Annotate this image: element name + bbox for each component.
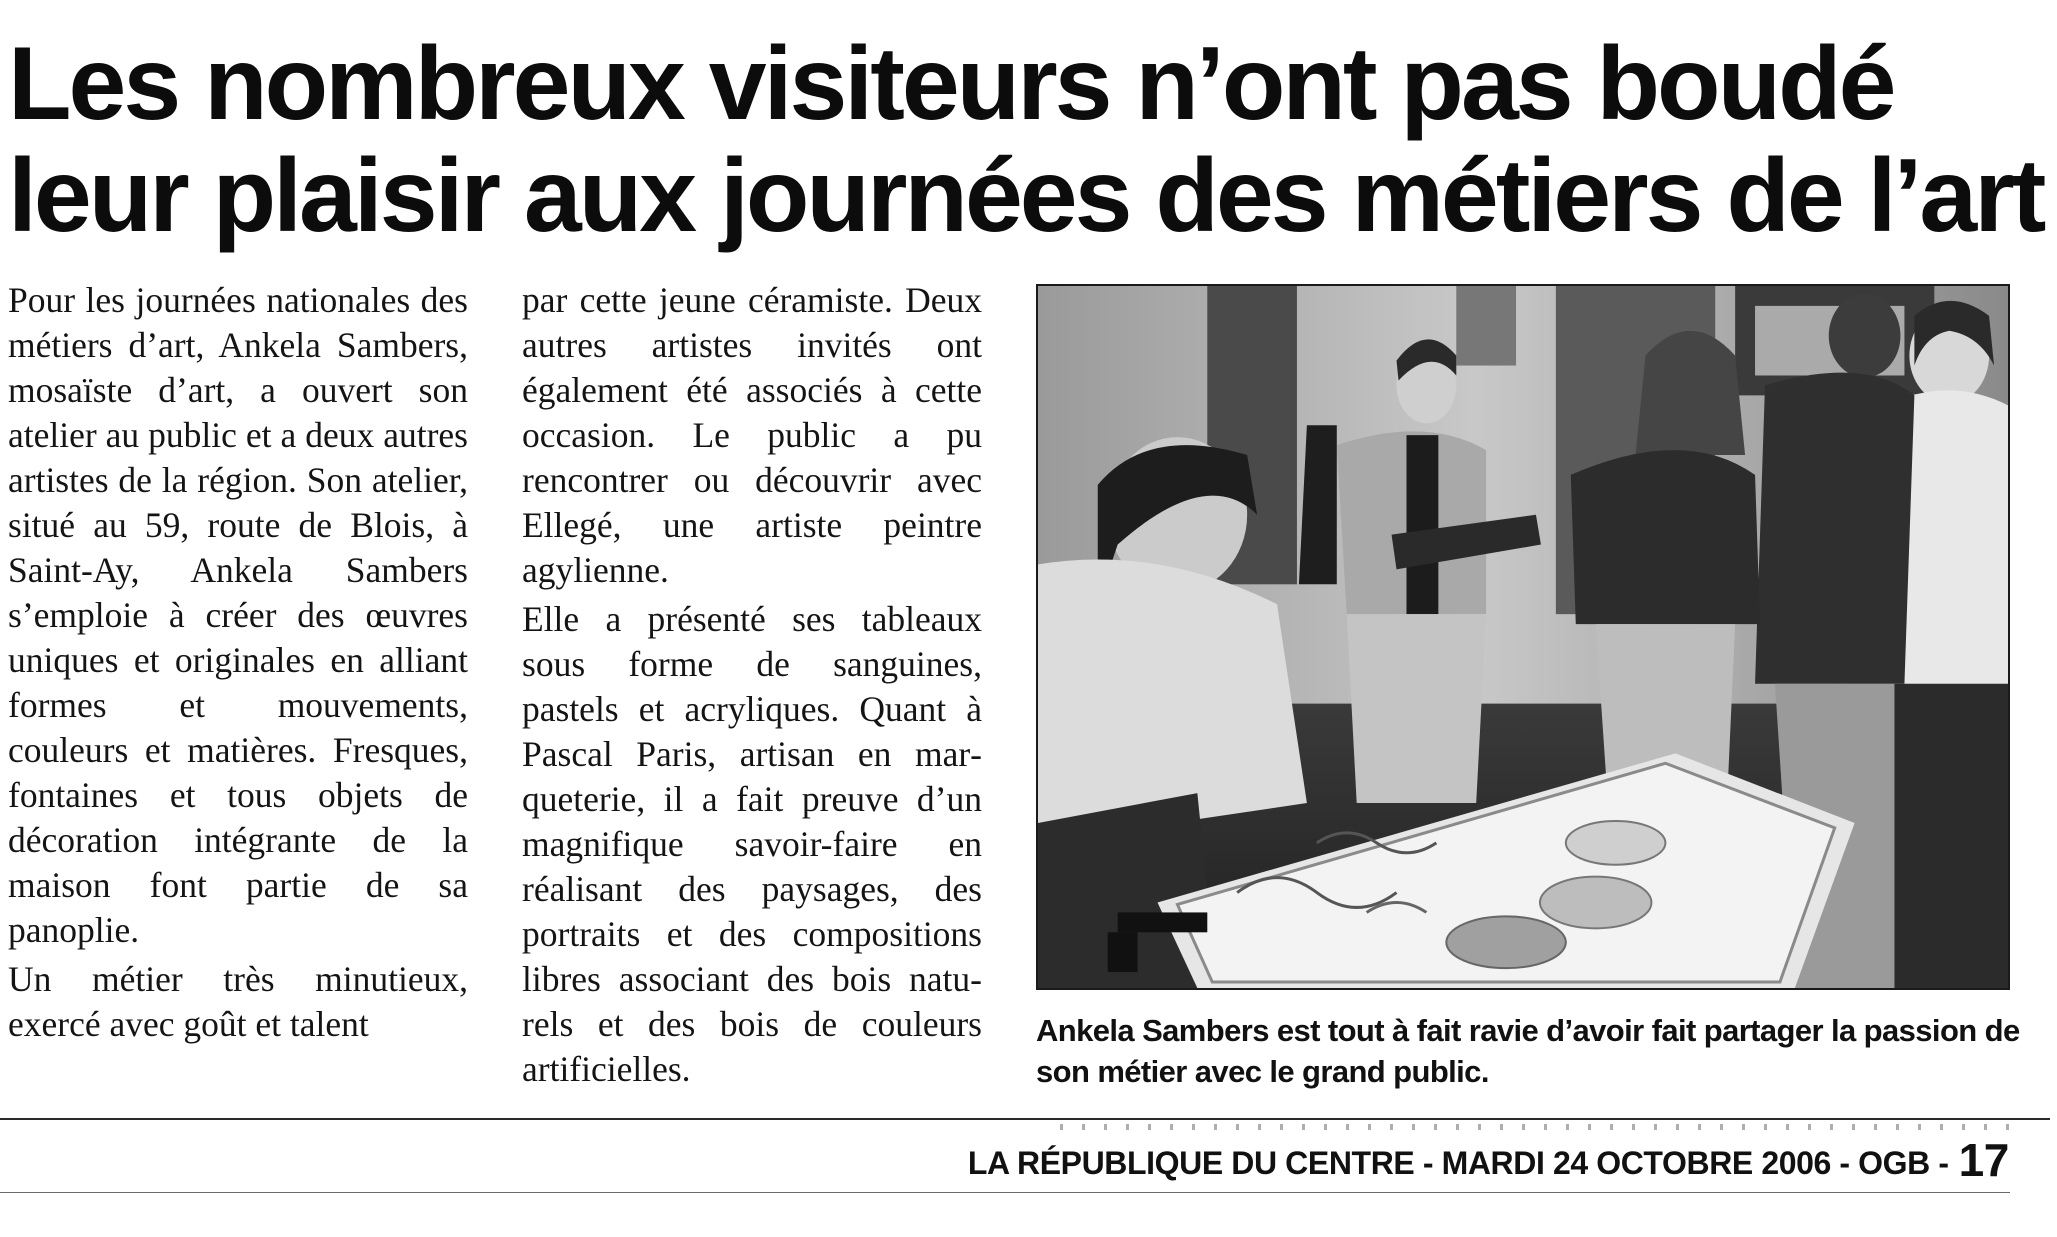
page-footer	[968, 1134, 2009, 1189]
article-column-1	[8, 278, 468, 1051]
footer-bottom-rule	[0, 1192, 2010, 1193]
page-number: 17	[1958, 1134, 2009, 1186]
article-paragraph: Pour les journées nationales des métiers d’art, Ankela Sambers, mosaïste d’art, a ouvert son atelier au public et a deux autres artistes de la région. Son atelier, situé au 59, route de Blois, à Saint-Ay, Ankela Sambers s’emploie à créer des œuvres uniques et originales en alliant formes et mouvements, couleurs et matières. Fresques, fontaines et tous objets de décoration intégrante de la maison font partie de sa panoplie.	[8, 280, 468, 950]
headline	[8, 26, 2044, 254]
photo-illustration	[1038, 286, 2008, 988]
article-paragraph: Elle a présenté ses tableaux sous forme de sanguines, pastels et acryliques. Quant à Pascal Paris, artisan en marqueterie, il a fait preuve d’un magnifique savoir-faire en réalisant des paysages, des portraits et des compositions libres associant des bois naturels et des bois de couleurs artificielles.	[522, 599, 982, 1089]
photo-caption: Ankela Sambers est tout à fait ravie d’avoir fait partager la passion de son métier avec le grand public.	[1036, 1013, 2020, 1089]
headline-line-2: leur plaisir aux journées des métiers de l’art	[8, 138, 2044, 254]
footer-dotted-rule	[1060, 1124, 2020, 1130]
article-column-2	[522, 278, 982, 1096]
article-photo	[1036, 284, 2010, 990]
publication-line: LA RÉPUBLIQUE DU CENTRE - MARDI 24 OCTOBRE 2006 - OGB -	[967, 1145, 1949, 1181]
footer-rule	[0, 1118, 2050, 1120]
article-paragraph: Un métier très minutieux, exercé avec goût et talent	[8, 959, 468, 1044]
article-paragraph: par cette jeune céramiste. Deux autres artistes invités ont également été associés à cette occasion. Le public a pu rencontrer ou découvrir avec Ellegé, une artiste peintre agylienne.	[522, 280, 982, 590]
headline-line-1: Les nombreux visiteurs n’ont pas boudé	[8, 26, 1894, 142]
